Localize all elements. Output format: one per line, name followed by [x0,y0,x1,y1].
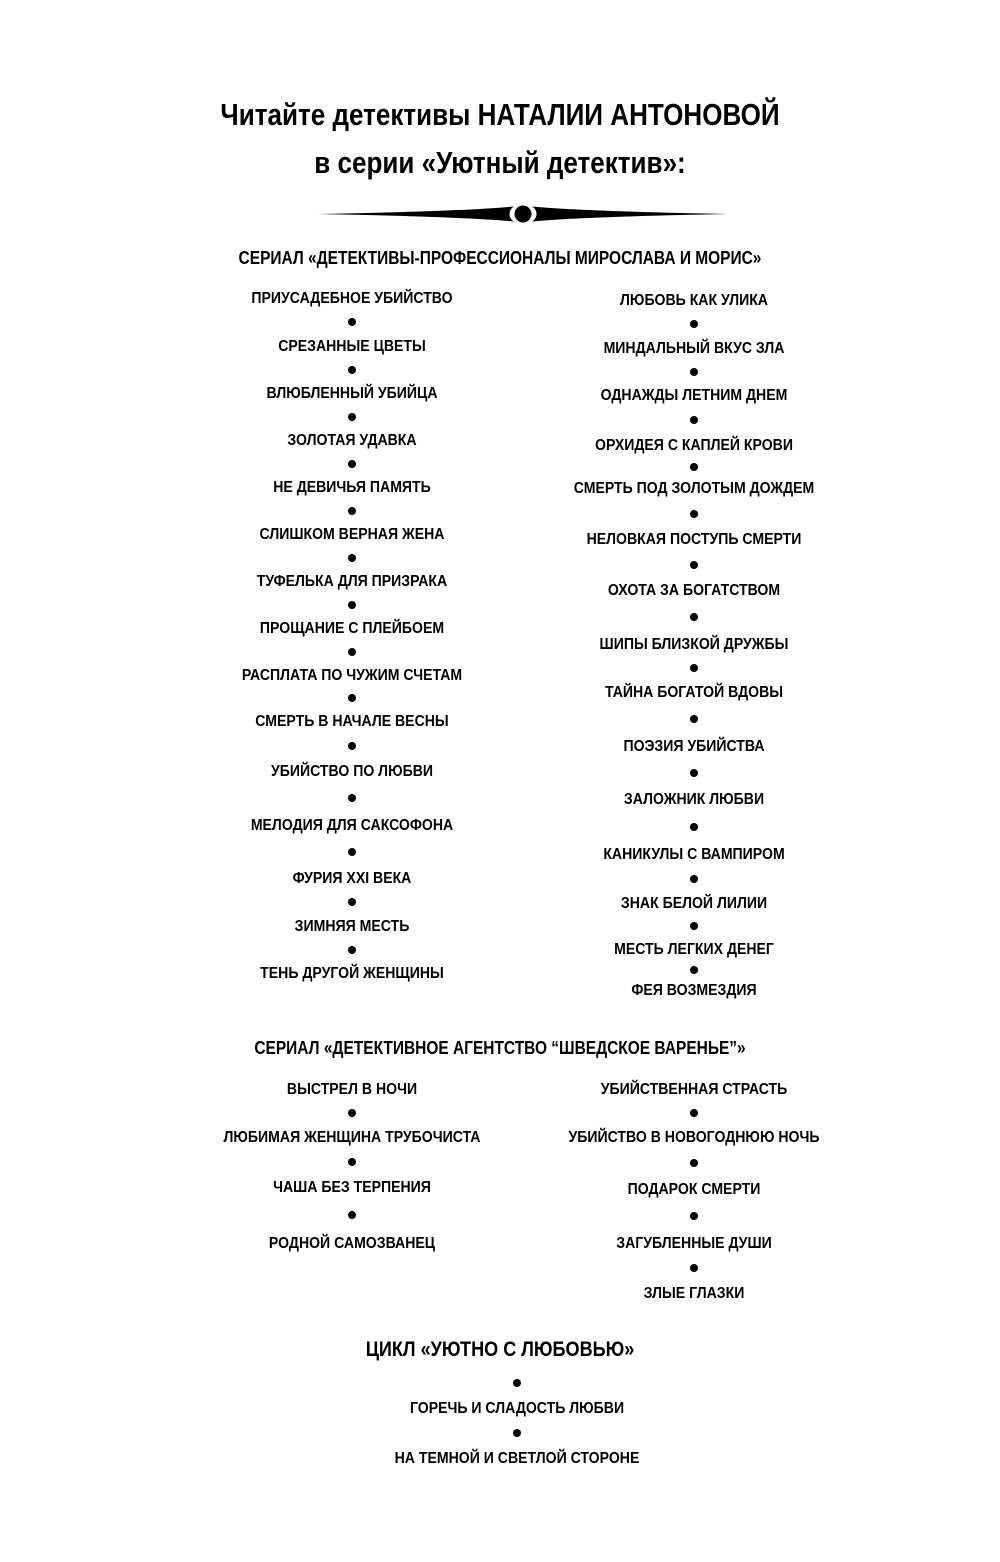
book-title-left: РАСПЛАТА ПО ЧУЖИМ СЧЕТАМ [241,667,463,684]
divider-ornament-icon [318,202,728,226]
book-title-left: УБИЙСТВО ПО ЛЮБВИ [270,763,434,780]
book-title-right: ОХОТА ЗА БОГАТСТВОМ [607,582,781,599]
bullet-dot-icon [690,320,698,328]
bullet-dot-icon [690,368,698,376]
bullet-dot-icon [348,1211,356,1219]
heading-line-2: в серии «Уютный детектив»: [314,145,686,180]
bullet-dot-icon [690,769,698,777]
bullet-dot-icon [513,1379,521,1387]
book-title-left: СЛИШКОМ ВЕРНАЯ ЖЕНА [259,526,445,543]
book-title-right: ШИПЫ БЛИЗКОЙ ДРУЖБЫ [599,636,789,653]
book-title-right: УБИЙСТВО В НОВОГОДНЮЮ НОЧЬ [568,1129,820,1146]
bullet-dot-icon [690,966,698,974]
bullet-dot-icon [690,510,698,518]
bullet-dot-icon [690,416,698,424]
bullet-dot-icon [513,1429,521,1437]
book-title-right: ЗАГУБЛЕННЫЕ ДУШИ [616,1235,772,1252]
bullet-dot-icon [348,794,356,802]
book-title-right: ПОДАРОК СМЕРТИ [627,1181,761,1198]
bullet-dot-icon [690,463,698,471]
book-title-left: РОДНОЙ САМОЗВАНЕЦ [268,1235,436,1252]
book-title-left: ЗОЛОТАЯ УДАВКА [287,432,417,449]
book-title-left: ТУФЕЛЬКА ДЛЯ ПРИЗРАКА [256,573,448,590]
bullet-dot-icon [690,1264,698,1272]
book-title-right: УБИЙСТВЕННАЯ СТРАСТЬ [600,1081,788,1098]
bullet-dot-icon [348,898,356,906]
series-title-shvedskoe-varenye: СЕРИАЛ «ДЕТЕКТИВНОЕ АГЕНТСТВО “ШВЕДСКОЕ ВАРЕНЬЕ”» [254,1038,746,1058]
bullet-dot-icon [348,946,356,954]
bullet-dot-icon [690,1212,698,1220]
bullet-dot-icon [690,715,698,723]
bullet-dot-icon [348,413,356,421]
bullet-dot-icon [348,460,356,468]
bullet-dot-icon [348,601,356,609]
bullet-dot-icon [348,318,356,326]
bullet-dot-icon [348,1109,356,1117]
bullet-dot-icon [348,507,356,515]
bullet-dot-icon [348,848,356,856]
bullet-dot-icon [690,875,698,883]
book-title-right: ЛЮБОВЬ КАК УЛИКА [620,292,768,309]
book-title-right: ТАЙНА БОГАТОЙ ВДОВЫ [604,684,784,701]
bullet-dot-icon [690,1159,698,1167]
book-title-right: ОРХИДЕЯ С КАПЛЕЙ КРОВИ [595,437,793,454]
book-title-left: ПРОЩАНИЕ С ПЛЕЙБОЕМ [259,620,445,637]
series-title-miroslava-moris: СЕРИАЛ «ДЕТЕКТИВЫ-ПРОФЕССИОНАЛЫ МИРОСЛАВА И МОРИС» [238,248,762,268]
bullet-dot-icon [348,648,356,656]
book-title-right: ЗАЛОЖНИК ЛЮБВИ [623,791,765,808]
book-title-right: МИНДАЛЬНЫЙ ВКУС ЗЛА [603,340,785,357]
book-title-right: ЗНАК БЕЛОЙ ЛИЛИИ [620,895,768,912]
book-title-right: ПОЭЗИЯ УБИЙСТВА [623,738,765,755]
book-title-left: СМЕРТЬ В НАЧАЛЕ ВЕСНЫ [255,713,449,730]
book-title-right: ФЕЯ ВОЗМЕЗДИЯ [631,982,757,999]
book-title-left: ВЫСТРЕЛ В НОЧИ [286,1081,418,1098]
bullet-dot-icon [348,554,356,562]
book-title-left: ВЛЮБЛЕННЫЙ УБИЙЦА [266,385,438,402]
bullet-dot-icon [690,1109,698,1117]
book-title-right: КАНИКУЛЫ С ВАМПИРОМ [603,846,785,863]
book-title-right: НЕЛОВКАЯ ПОСТУПЬ СМЕРТИ [586,531,802,548]
bullet-dot-icon [348,742,356,750]
book-title-left: ПРИУСАДЕБНОЕ УБИЙСТВО [251,290,453,307]
bullet-dot-icon [690,922,698,930]
bullet-dot-icon [348,1158,356,1166]
book-title-right: ЗЛЫЕ ГЛАЗКИ [643,1285,745,1302]
bullet-dot-icon [690,561,698,569]
book-title-right: СМЕРТЬ ПОД ЗОЛОТЫМ ДОЖДЕМ [573,480,815,497]
book-title-left: ЗИМНЯЯ МЕСТЬ [294,918,410,935]
series-title-uyutno-s-lyubovyu: ЦИКЛ «УЮТНО С ЛЮБОВЬЮ» [365,1338,635,1361]
bullet-dot-icon [348,694,356,702]
book-title-left: НЕ ДЕВИЧЬЯ ПАМЯТЬ [273,479,431,496]
book-title-left: СРЕЗАННЫЕ ЦВЕТЫ [278,338,426,355]
book-title-left: ФУРИЯ XXI ВЕКА [292,870,412,887]
book-title-left: МЕЛОДИЯ ДЛЯ САКСОФОНА [250,817,454,834]
book-title-right: МЕСТЬ ЛЕГКИХ ДЕНЕГ [614,941,774,958]
book-title-center: НА ТЕМНОЙ И СВЕТЛОЙ СТОРОНЕ [394,1450,640,1467]
bullet-dot-icon [690,613,698,621]
book-title-right: ОДНАЖДЫ ЛЕТНИМ ДНЕМ [600,387,788,404]
bullet-dot-icon [690,664,698,672]
book-title-center: ГОРЕЧЬ И СЛАДОСТЬ ЛЮБВИ [409,1400,625,1417]
book-title-left: ЧАША БЕЗ ТЕРПЕНИЯ [273,1179,431,1196]
book-title-left: ТЕНЬ ДРУГОЙ ЖЕНЩИНЫ [260,965,444,982]
bullet-dot-icon [690,823,698,831]
bullet-dot-icon [348,366,356,374]
book-title-left: ЛЮБИМАЯ ЖЕНЩИНА ТРУБОЧИСТА [223,1129,481,1146]
heading-line-1: Читайте детективы НАТАЛИИ АНТОНОВОЙ [220,97,780,132]
